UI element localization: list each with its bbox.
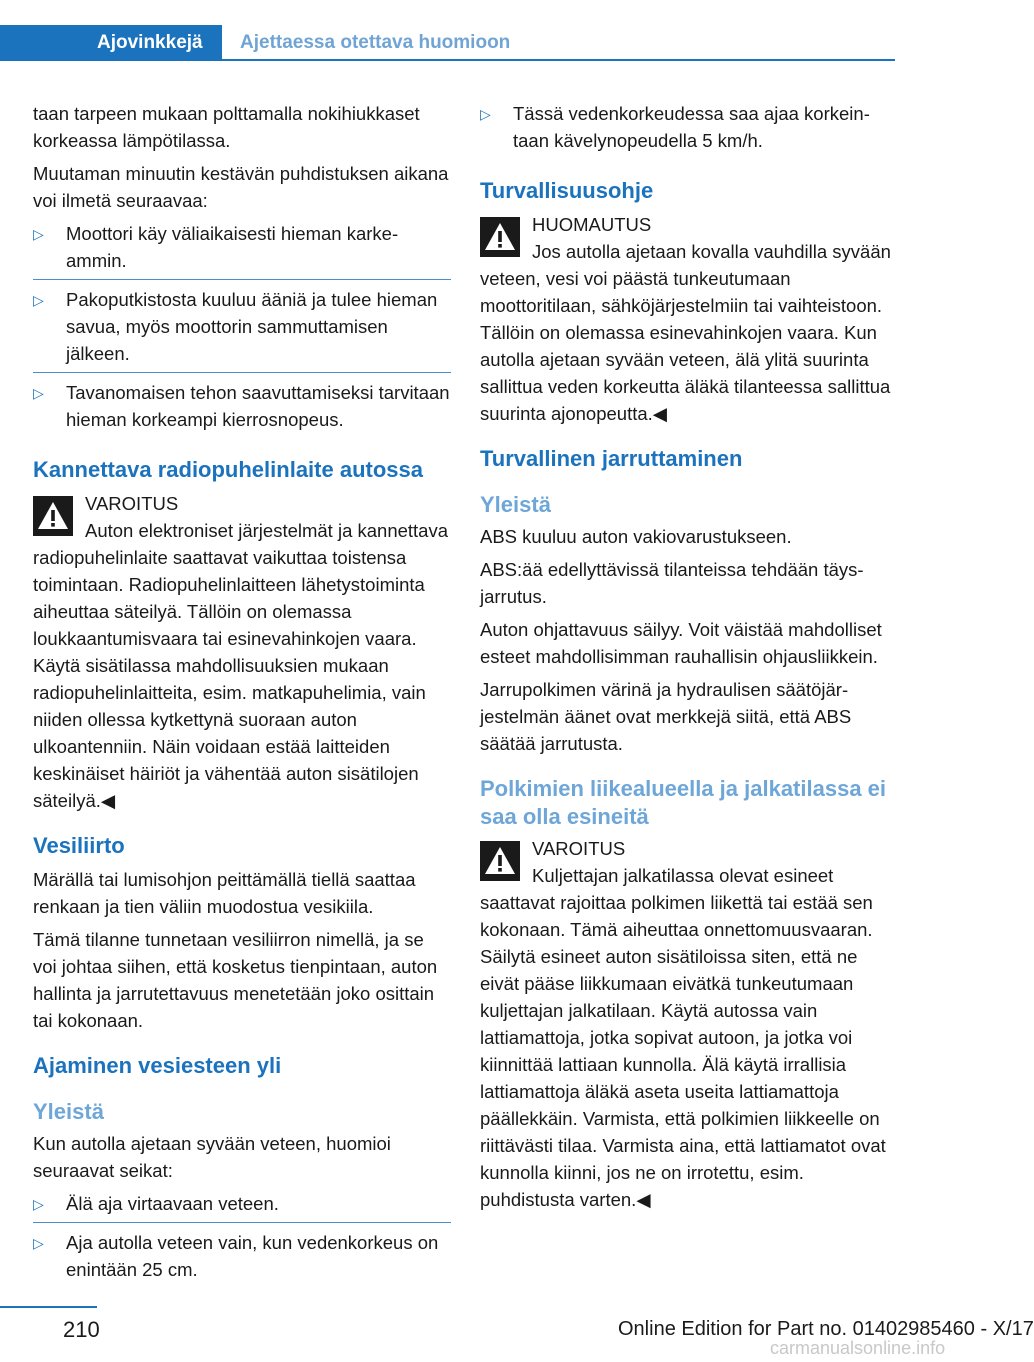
bullet-list — [480, 100, 898, 159]
section-heading: Turvallinen jarruttaminen — [480, 446, 743, 471]
left-column — [33, 100, 451, 1294]
list-item: ▷ Moottori käy väliaikaisesti hieman karkeammin. — [33, 220, 451, 280]
bullet-triangle-icon: ▷ — [480, 106, 491, 122]
bullet-triangle-icon: ▷ — [33, 385, 44, 401]
notice-text: Jos autolla ajetaan kovalla vauhdilla syvään veteen, vesi voi päästä tunkeutumaan moottoritilaan, sähköjärjestelmiin tai vaihteistoon. Tällöin on olemassa esinevahinkojen vaara. Kun autolla ajetaan syvään veteen, älä ylitä suurinta sallittua veden korkeutta äläkä tilanteessa sallittua suurinta ajonopeutta.◀ — [480, 241, 891, 424]
bullet-triangle-icon: ▷ — [33, 1196, 44, 1212]
section-tab: Ajettaessa otettava huomioon — [222, 25, 895, 61]
paragraph: taan tarpeen mukaan polttamalla nokihiukkaset korkeassa lämpötilassa. — [33, 103, 420, 151]
warning-text: Kuljettajan jalkatilassa olevat esineet saattavat rajoittaa polkimen liikettä tai estää sen kokonaan. Tämä aiheuttaa onnettomuusvaaran. Säilytä esineet auton sisätiloissa siten, että ne eivät pääse liikkumaan eivätkä tunkeutumaan kuljettajan jalkatilaan. Käytä autossa vain lattiamattoja, jotka sopivat autoon, ja jotka voi kiinnittää lattiaan kunnolla. Älä käytä irrallisia lattiamattoja äläkä aseta useita lattiamattoja päällekkäin. Varmista, että polkimien liikkeelle on riittävästi tilaa. Varmista aina, että lattiamatot ovat kunnolla kiinni, jos ne on irrotettu, esim. puhdistusta varten.◀ — [480, 865, 886, 1210]
bullet-list — [33, 220, 451, 438]
footer-rule — [0, 1306, 97, 1308]
warning-box — [480, 835, 898, 1213]
paragraph: ABS:ää edellyttävissä tilanteissa tehdään täysjarrutus. — [480, 559, 864, 607]
warning-icon — [480, 217, 520, 257]
paragraph: Muutaman minuutin kestävän puhdistuksen aikana voi ilmetä seuraavaa: — [33, 163, 449, 211]
list-item: ▷ Älä aja virtaavaan veteen. — [33, 1190, 451, 1223]
list-item: ▷ Aja autolla veteen vain, kun vedenkorkeus on enintään 25 cm. — [33, 1232, 439, 1280]
header-underline — [222, 59, 895, 61]
warning-box — [33, 490, 451, 814]
paragraph: Kun autolla ajetaan syvään veteen, huomioi seuraavat seikat: — [33, 1133, 391, 1181]
paragraph: Tämä tilanne tunnetaan vesiliirron nimellä, ja se voi johtaa siihen, että kosketus tienpintaan, auton hallinta ja jarrutettavuus menetetään joko osittain tai kokonaan. — [33, 929, 438, 1031]
paragraph: Auton ohjattavuus säilyy. Voit väistää mahdolliset esteet mahdollisimman rauhallisin ohjausliikkein. — [480, 619, 882, 667]
bullet-triangle-icon: ▷ — [33, 1235, 44, 1251]
section-heading: Kannettava radiopuhelinlaite autossa — [33, 457, 423, 482]
section-heading: Vesiliirto — [33, 833, 125, 858]
bullet-triangle-icon: ▷ — [33, 226, 44, 242]
list-item: ▷ Tavanomaisen tehon saavuttamiseksi tarvitaan hieman korkeampi kierrosnopeus. — [33, 382, 450, 430]
bullet-triangle-icon: ▷ — [33, 292, 44, 308]
paragraph: Jarrupolkimen värinä ja hydraulisen säätöjärjestelmän äänet ovat merkkejä siitä, että ABS säätää jarrutusta. — [480, 679, 852, 754]
subsection-heading: Polkimien liikealueella ja jalkatilassa ei saa olla esineitä — [480, 776, 887, 829]
warning-icon — [33, 496, 73, 536]
page-header — [0, 25, 895, 61]
list-item: ▷ Tässä vedenkorkeudessa saa ajaa korkeintaan kävelynopeudella 5 km/h. — [480, 103, 870, 151]
section-heading: Turvallisuusohje — [480, 178, 654, 203]
page-number: 210 — [63, 1317, 100, 1342]
edition-note: Online Edition for Part no. 01402985460 - X/17 — [618, 1318, 1034, 1340]
paragraph: Märällä tai lumisohjon peittämällä tiellä saattaa renkaan ja tien väliin muodostua vesikiila. — [33, 869, 416, 917]
section-heading: Ajaminen vesiesteen yli — [33, 1053, 282, 1078]
warning-title: VAROITUS — [85, 493, 179, 514]
chapter-tab: Ajovinkkejä — [0, 25, 222, 61]
list-item: ▷ Pakoputkistosta kuuluu ääniä ja tulee hieman savua, myös moottorin sammuttamisen jälkeen. — [33, 286, 451, 373]
subsection-heading: Yleistä — [480, 492, 551, 517]
right-column — [480, 100, 898, 1219]
subsection-heading: Yleistä — [33, 1099, 104, 1124]
notice-box — [480, 211, 898, 427]
bullet-list — [33, 1190, 451, 1288]
notice-title: HUOMAUTUS — [532, 214, 652, 235]
paragraph: ABS kuuluu auton vakiovarustukseen. — [480, 526, 792, 547]
warning-icon — [480, 841, 520, 881]
watermark: carmanualsonline.info — [770, 1338, 946, 1358]
warning-text: Auton elektroniset järjestelmät ja kannettava radiopuhelinlaite saattavat vaikuttaa toistensa toimintaan. Radiopuhelinlaitteen lähetystoiminta aiheuttaa säteilyä. Tällöin on olemassa loukkaantumisvaara tai esinevahinkojen vaara. Käytä sisätilassa mahdollisuuksien mukaan radiopuhelinlaitteita, esim. matkapuhelimia, vain niiden ollessa kytkettynä suoraan auton ulkoantenniin. Näin voidaan estää laitteiden keskinäiset häiriöt ja vähentää auton sisätilojen säteilyä.◀ — [33, 520, 449, 811]
warning-title: VAROITUS — [532, 838, 626, 859]
